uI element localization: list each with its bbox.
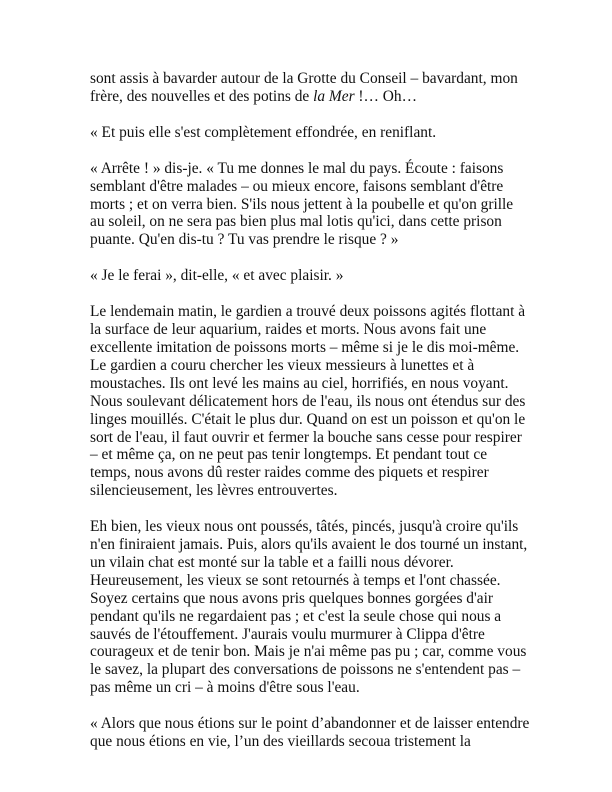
paragraph-text: Le lendemain matin, le gardien a trouvé deux poissons agités flottant à la surface de leur aquarium, raides et morts. Nous avons fait une excellente imitation de poissons morts – même si je le dis moi-même. Le gardien a couru chercher les vieux messieurs à lunettes et à moustaches. Ils ont levé les mains au ciel, horrifiés, en nous voyant. Nous soulevant délicatement hors de l'eau, ils nous ont étendus sur des linges mouillés. C'était le plus dur. Quand on est un poisson et qu'on le sort de l'eau, il faut ouvrir et fermer la bouche sans cesse pour respirer – et même ça, on ne peut pas tenir longtemps. Et pendant tout ce temps, nous avons dû rester raides comme des piquets et respirer silencieusement, les lèvres entrouvertes.: [90, 303, 526, 500]
paragraph-text: « Alors que nous étions sur le point d’abandonner et de laisser entendre que nous étions en vie, l’un des vieillards secoua tristement la: [90, 715, 530, 751]
paragraph-text: sont assis à bavarder autour de la Grotte du Conseil – bavardant, mon frère, des nouvelles et des potins de: [90, 70, 518, 105]
paragraph-text: Eh bien, les vieux nous ont poussés, tâtés, pincés, jusqu'à croire qu'ils n'en finiraient jamais. Puis, alors qu'ils avaient le dos tourné un instant, un vilain chat est monté sur la table et a failli nous dévorer. Heureusement, les vieux se sont retournés à temps et l'ont chassée. Soyez certains que nous avons pris quelques bonnes gorgées d'air pendant qu'ils ne regardaient pas ; et c'est la seule chose qui nous a sauvés de l'étouffement. J'aurais voulu murmurer à Clippa d'être courageux et de tenir bon. Mais je n'ai même pas pu ; car, comme vous le savez, la plupart des conversations de poissons ne s'entendent pas – pas même un cri – à moins d'être sous l'eau.: [90, 518, 528, 697]
paragraph-text: « Je le ferai », dit-elle, « et avec plaisir. »: [90, 267, 344, 285]
paragraph-1: [90, 70, 530, 106]
paragraph-6: [90, 518, 530, 697]
paragraph-4: [90, 267, 530, 285]
paragraph-text: « Et puis elle s'est complètement effondrée, en reniflant.: [90, 123, 437, 141]
paragraph-7: [90, 715, 530, 751]
paragraph-5: [90, 303, 530, 500]
italic-title-text: la Mer: [313, 87, 355, 105]
paragraph-text: !… Oh…: [354, 87, 417, 105]
paragraph-text: « Arrête ! » dis-je. « Tu me donnes le mal du pays. Écoute : faisons semblant d'être malades – ou mieux encore, faisons semblant d'être morts ; et on verra bien. S'ils nous jettent à la poubelle et qu'on grille au soleil, on ne sera pas bien plus mal lotis qu'ici, dans cette prison puante. Qu'en dis-tu ? Tu vas prendre le risque ? »: [90, 159, 514, 249]
document-page: [90, 70, 530, 769]
paragraph-2: [90, 124, 530, 142]
paragraph-3: [90, 160, 530, 250]
